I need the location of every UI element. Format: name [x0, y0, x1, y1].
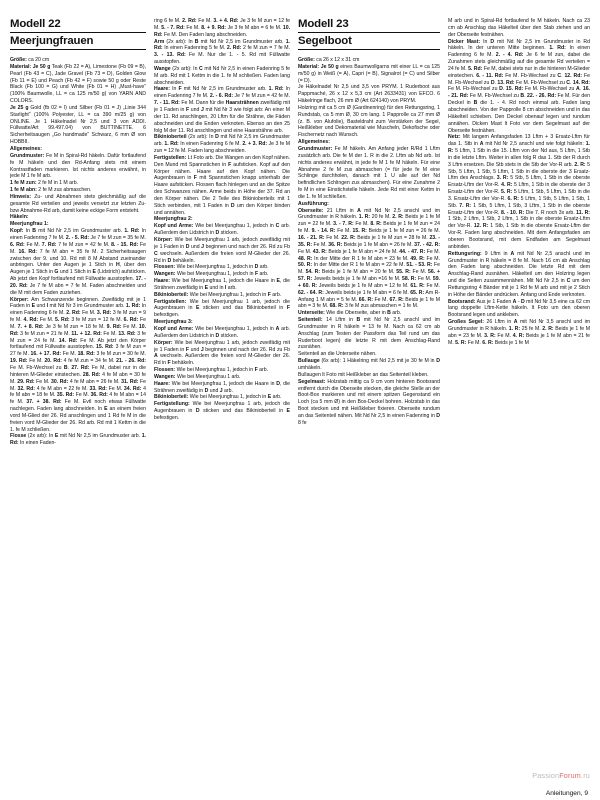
- pattern-paragraph: [154, 319, 290, 326]
- pattern-paragraph: Bikinioberteil: Wie bei Meerjungfrau 1, jedoch in E arb.: [154, 394, 282, 401]
- pattern-paragraph: Kopf und Arme: Wie bei Meerjungfrau 1, jedoch in C arb. Außerdem den Lidstrich in D sticken.: [154, 223, 290, 237]
- paragraph-heading: Größe:: [10, 57, 27, 64]
- pattern-paragraph: Körper: Am Schwanzende beginnen. Zweifädig mit je 1 Faden in E und I mit Nd Nr 3 im Grundmuster arb. 1. Rd: In einen Fadenring 6 fe M. 2. Rd: Fe M. 3. Rd: 3 fe M zun = 9 fe M. 4. Rd: Fe M. 5. Rd: 3 fe M zun = 12 fe M. 6. Rd: Fe M. 7. + 8. Rd: Je 3 fe M zun = 18 fe M. 9. Rd: Fe M. 10. Rd: 3 fe M zun = 21 fe M. 11. + 12. Rd: Fe M. 13. Rd: 3 fe M zun = 24 fe M. 14. Rd: Fe M. Ab jetzt den Körper fortlaufend mit Füllwatte ausstopfen. 15. Rd: 3 fe M zun = 27 fe M. 16. + 17. Rd: Fe M. 18. Rd: 3 fe M zun = 30 fe M. 19. Rd: Fe M. 20. Rd: 4 fe M zun = 34 fe M. 21. - 26. Rd: Fe M. Fb-Wechsel zu B. 27. Rd: Fe M, dabei nur in die hinteren M-Glieder einstechen. 28. Rd: 4 fe M abn = 30 fe M. 29. Rd: Fe M. 30. Rd: 4 fe M abn = 26 fe M. 31. Rd: Fe M. 32. Rd: 4 fe M abn = 22 fe M. 33. Rd: Fe M. 34. Rd: 4 fe M abn = 18 fe M. 35. Rd: Fe M. 36. Rd: 4 fe M abn = 14 fe M. 37. + 38. Rd: Fe M. Evtl noch etwas Füllwatte nachlegen. Faden lang abschneiden. In E an einem freien vord M-Glied der 26. Rd anschlingen und 1 Rd fe M in die freien vord M-Glieder der 26. Rd arb. Rd mit 1 Kettm in die 1. fe M schließen.: [10, 296, 146, 433]
- paragraph-heading: Kopf und Arme:: [154, 325, 194, 332]
- pattern-paragraph: Flosse (2x arb): In E mit Nd Nr 2,5 im Grundmuster arb. 1. Rd: In einen Faden-: [10, 433, 146, 447]
- pattern-paragraph: Haare: In F mit Nd Nr 2,5 im Grundmuster arb. 1. Rd: In einen Fadenring 7 fe M. 2. - 6. Rd: Je 7 fe M zun = 42 fe M. 7. - 11. Rd: Fe M. Dann für die Haarsträhnen zweifädig mit je 1 Faden in F und J mit Nd Nr 3 wie folgt arb: An einer M der 11. Rd anschlingen, 20 Lftm für die Strähne, die Fäden abschneiden und die Enden verknoten. Ebenso an den 25 folg M der 11. Rd anschlingen und eine Haarsträhne arb.: [154, 86, 290, 134]
- model-23-title: Modell 23: [298, 18, 440, 33]
- pattern-paragraph: Wange (2x arb): In C mit Nd Nr 2,5 in einen Fadenring 5 fe M arb. Rd mit 1 Kettm in die 1. fe M schließen. Faden lang abschneiden.: [154, 65, 290, 86]
- pattern-paragraph: Grundmuster: Fe M häkeln. Am Anfang jeder R/Rd 1 Lftm zusätzlich arb. Die fe M der 1. R in die 2. Lftm ab Nd arb. Ist nichts anderes erwähnt, in jede fe M 1 fe M häkeln. Für eine Abnahme 2 fe M zus abmaschen (= für jede fe M eine Schlinge durchholen, danach mit 1 U alle auf der Nd befindlichen Schlingen zus abmaschen). Für eine Zunahme 2 fe M in eine Einstichstelle häkeln. Jede Rd mit einer Kettm in die 1. fe M schließen.: [298, 146, 440, 200]
- paragraph-heading: Seitenteil:: [298, 317, 323, 324]
- paragraph-heading: Flossen:: [154, 367, 176, 374]
- paragraph-heading: Bikinioberteil: [154, 134, 187, 141]
- paragraph-heading: Fertigstellen:: [154, 298, 187, 305]
- pattern-paragraph: Bikinioberteil (2x arb): In D mit Nd Nr 2,5 im Grundmuster arb. 1. Rd: In einen Fadenring 6 fe M. 2. + 3. Rd: Je 3 fe M zun = 12 fe M. Faden lang abschneiden.: [154, 134, 290, 155]
- pattern-paragraph: Fertigstellung: Wie bei Meerjungfrau 1 arb, jedoch die Augenbrauen in D sticken und das Bikinioberteil in E befestigen.: [154, 401, 290, 421]
- paragraph-heading: Bikinioberteil:: [154, 394, 189, 401]
- pattern-paragraph: Kopf: In B mit Nd Nr 2,5 im Grundmuster arb. 1. Rd: In einen Fadenring 7 fe M. 2. - 5. Rd: Je 7 fe M zun = 35 fe M. 6. Rd: Fe M. 7. Rd: 7 fe M zun = 42 fe M. 8. - 15. Rd: Fe M. 16. Rd: 7 fe M abn = 35 fe M. 2 Sicherheitsaugen zwischen der 9. und 10. Rd mit 8 M Abstand zueinander anbringen. Unter den Augen je 1 Stich in H, über den Augen je 1 Stich in G und 1 Stich in E (Lidstrich) aufsticken. Ab jetzt den Kopf fortlaufend mit Füllwatte ausstopfen. 17. - 20. Rd: Je 7 fe M abn = 7 fe M. Faden abschneiden und die M mit dem Faden zuziehen.: [10, 228, 146, 296]
- pattern-paragraph: ring 6 fe M. 2. Rd: Fe M. 3. + 4. Rd: Je 3 fe M zun = 12 fe M. 5. - 7. Rd: Fe M. 8. + 9. Rd: Je 3 fe M abn = 6 fe M. 10. Rd: Fe M. Den Faden lang abschneiden.: [154, 18, 290, 38]
- pattern-paragraph: 1 fe M abn: 2 fe M zus abmaschen.: [10, 187, 92, 194]
- watermark-prefix: Passion: [532, 771, 560, 780]
- pattern-paragraph: Hinweis: Zu- und Abnahmen stets gleichmäßig auf die gesamte Rd verteilen und jeweils versetzt zur letzten Zu- bzw Abnahme-Rd arb, damit keine eckige Form entsteht.: [10, 193, 146, 214]
- paragraph-heading: Segelmast:: [298, 378, 326, 385]
- footer-page-number: 9: [584, 790, 588, 797]
- pattern-paragraph: [298, 201, 440, 208]
- paragraph-heading: Flosse: [10, 433, 27, 440]
- pattern-paragraph: Körper: Wie bei Meerjungfrau 1 arb, jedoch zweifädig mit je 1 Faden in F und J beginnen und nach der 26. Rd zu Fb A wechseln. Außerdem die freien vord M-Glieder der 26. Rd in F behäkeln.: [154, 339, 290, 367]
- pattern-paragraph: Bullauge (6x arb): 1 Häkelring mit Nd 2,5 mit je 30 fe M in D umhäkeln.: [298, 358, 440, 371]
- paragraph-heading: Körper:: [154, 237, 173, 243]
- paragraph-heading: Material:: [10, 63, 32, 70]
- column-layout: [10, 18, 590, 776]
- paragraph-heading: Meerjungfrau 2:: [154, 216, 193, 223]
- paragraph-heading: Grundmuster:: [298, 146, 333, 152]
- pattern-paragraph: [298, 139, 440, 146]
- paragraph-heading: Wangen:: [154, 373, 176, 380]
- model-22-title: Modell 22: [10, 18, 146, 33]
- paragraph-heading: Haare:: [154, 380, 171, 387]
- pattern-paragraph: Bikinioberteil: Wie bei Meerjungfrau 1, jedoch in F arb.: [154, 291, 282, 298]
- paragraph-heading: Körper:: [154, 339, 173, 346]
- column-2: [154, 18, 290, 776]
- paragraph-heading: Kopf:: [10, 228, 24, 235]
- footer-section-name: Anleitungen: [545, 790, 581, 797]
- footer-label: Anleitungen, 9: [545, 790, 588, 797]
- paragraph-heading: Dicker Mast:: [448, 38, 481, 45]
- pattern-paragraph: Material: Je 50 g Teak (Fb 22 = A), Limestone (Fb 09 = B), Pearl (Fb 43 = C), Jade Gravel (Fb 73 = D), Golden Glow (Fb 11 = E) und Peach (Fb 42 = F) sowie 50 g oder Reste Black (Fb 100 = G) und White (Fb 01 = H) „Must-have“ (100% Baumwolle, LL = ca 125 m/50 g) von YARN AND COLORS.: [10, 63, 146, 105]
- model-22-body: [10, 57, 146, 447]
- paragraph-heading: Ausführung:: [298, 200, 329, 207]
- pattern-paragraph: Grundmuster: Fe M in Spiral-Rd häkeln. Dafür fortlaufend fe M häkeln und den Rd-Anfang stets mit einem Kontrastfaden markieren. Ist nichts anderes erwähnt, in jede M 1 fe M arb.: [10, 152, 146, 180]
- pattern-paragraph: Oberseite: 21 Lftm in A mit Nd Nr 2,5 anschl und im Grundmuster in R häkeln. 1. R: 20 fe M. 2. R: Beids je 1 fe M zun = 22 fe M. 3. - 7. R: Fe M. 8. R: Beids je 1 fe M zun = 24 fe M. 9. - 14. R: Fe M. 15. R: Beids je 1 fe M zun = 26 fe M. 16. - 21. R: Fe M. 22. R: Beids je 1 fe M zun = 28 fe M. 23. - 35. R: Fe M. 36. R: Beids je 1 fe M abn = 26 fe M. 37. - 42. R: Fe M. 43. R: Beids je 1 fe M abn = 24 fe M. 44. - 47. R: Fe M. 48. R: In der Mitte der R 1 fe M abn = 23 fe M. 49. R: Fe M. 50. R: In der Mitte der R 1 fe M abn = 22 fe M. 51. - 53. R: Fe M. 54. R: Beids je 1 fe M abn = 20 fe M. 55. R: Fe M. 56. + 57. R: Jeweils beids je 1 fe M abn =16 fe M. 58. R: Fe M. 59. + 60. R: Jeweils beids je 1 fe M abn = 12 fe M. 61. R: Fe M. 62. - 64. R: Jeweils beids je 1 fe M abn = 6 fe M. 65. R: Am R-Anfang 1 M abn = 5 fe M. 66. R: Fe M. 67. R: Beids je 1 fe M abn = 3 fe M. 68. R: 3 fe M zus abmaschen = 1 fe M.: [298, 207, 440, 310]
- pattern-paragraph: M arb und in Spiral-Rd fortlaufend fe M häkeln. Nach ca 23 cm ab Anschlag das Häkelteil über den Stab ziehen und an der Oberseite festnähen.: [448, 18, 590, 38]
- pattern-paragraph: Größe: ca 20 cm: [10, 57, 50, 64]
- paragraph-heading: Häkeln:: [10, 214, 29, 221]
- page-footer: [0, 782, 600, 800]
- pattern-paragraph: [10, 214, 146, 221]
- pattern-paragraph: [10, 221, 146, 228]
- pattern-paragraph: Größe: ca 26 x 12 x 31 cm: [298, 57, 360, 64]
- column-4-body: [448, 18, 590, 347]
- paragraph-heading: Meerjungfrau 3:: [154, 319, 193, 326]
- pattern-paragraph: Netz: Mit langem Anfangsfaden 13 Lftm + 3 Ersatz-Lftm für das 1. Stb in A mit Nd Nr 2,5 anschl und wie folgt häkeln: 1. R: 5 Lftm, 1 Stb in die 15. Lftm von der Nd aus, 5 Lftm, 1 Stb in die letzte Lftm. Weiter in allen folg R das 1. Stb der R durch 3 Lftm ersetzen. Die Stb stets in die Stb der Vor-R arb. 2. R: 5 Stb, 5 Lftm, 1 Stb, 5 Lftm, 1 Stb in die oberste der 3 Ersatz-Lftm des Anschlags. 3. R: 5 Stb, 5 Lftm, 1 Stb in die oberste Ersatz-Lftm der Vor-R. 4. R: 5 Lftm, 1 Stb in die oberste der 3 Ersatz-Lftm der Vor-R. 5. R: 5 Lftm, 1 Stb, 5 Lftm, 1 Stb in die 3. Ersatz-Lftm der Vor-R. 6. R: 5 Lftm, 1 Stb, 5 Lftm, 1 Stb, 1 Stb. 7. R: 1 Stb, 5 Lftm, 1 Stb, 3 Lftm, 1 Stb in die oberste Ersatz-Lftm der Vor-R. 8. - 10. R: Die 7. R noch 3x arb. 11. R: 1 Stb, 2 Lftm, 1 Stb, 2 Lftm, 1 Stb in die oberste Ersatz-Lftm der Vor-R. 12. R: 1 Stb, 1 Stb in die oberste Ersatz-Lftm der Vor-R. Faden lang abschneiden. Mit dem Anfangsfaden am oberen Bootsrand, mit dem Endfaden am Segelmast anbinden.: [448, 134, 590, 250]
- paragraph-heading: Körper:: [10, 296, 29, 303]
- paragraph-heading: Allgemeines:: [298, 139, 330, 146]
- paragraph-heading: Bootsrand:: [448, 298, 476, 305]
- paragraph-heading: Wange: [154, 65, 171, 72]
- pattern-paragraph: Je 25 g Gold (fb 02 = I) und Silber (Fb 01 = J) „Linie 344 Starlight“ (100% Polyester, LL = ca 390 m/25 g) von ONLINE. Je 1 Häkelnadel Nr 2,5 und 3 von ADDI. Füllwatte/Art 99.497.04) von BUTTINETTE. 6 Sicherheitsaugen „Go handmade“ Schwarz, 6 mm Ø von HOBBII.: [10, 104, 146, 146]
- pattern-paragraph: Seitenteil: 14 Lftm in B mit Nd Nr 2,5 anschl und im Grundmuster in R häkeln = 13 fe M. Nach ca 62 cm ab Anschlag (zum Testen der Passform das Teil rund um das Ruderboot legen) die letzte R mit dem Anschlag-Rand zusnähen.: [298, 317, 440, 351]
- model-23-body: [298, 57, 440, 427]
- pattern-paragraph: Fertigstellen: Lt Foto arb. Die Wangen an den Kopf nähen. Den Mund mit Spannstichen in F aufsticken. Kopf auf den Körper nähen. Haare auf den Kopf nähen. Die Augenbrauen in F mit Spannstichen knapp unterhalb der Haare aufsticken. Flossen flach hinlegen und an die Spitze des Schwanzes nähen. Arme beids in Höhe der 37. Rd an den Körper nähen. Die 2 Teile des Bikinioberteils mit 1 Stich verbinden, mit 1 Faden in D um den Körper binden und annähen.: [154, 154, 290, 216]
- pattern-paragraph: Segelmast: Holzstab mittig ca 9 cm vom hinteren Bootsrand entfernt durch die Oberseite stecken, die gleiche Stelle an der Boot-Box markieren und mit einem spitzen Gegenstand ein Loch (ca 5 mm Ø) in den Box-Deckel bohren. Holzstab in das Boot stecken und mit Heißkleber fixieren. Oberseite rundum an das Seitenteil nähen. Mit Nd Nr 2,5 in einen Fadenring in D 8 fe: [298, 378, 440, 426]
- paragraph-heading: Oberseite:: [298, 207, 324, 214]
- pattern-paragraph: Wangen: Wie bei Meerjungfrau 1 arb.: [154, 373, 241, 380]
- paragraph-heading: Fertigstellung:: [154, 401, 190, 408]
- pattern-paragraph: Rettungsring: 9 Lftm in A mit Nd Nr 2,5 anschl und im Grundmuster in R häkeln = 8 fe M. Nach 16 cm ab Anschlag den Faden lang abschneiden. Die letzte Rd mit dem Anschlag-Rand zusnähen. Häkelteil um den Holzring legen und die Seiten zusammennähen. Mit Nd Nr 2,5 in C um den Rettungsring 4 Bänder mit je 1 Rd fe M arb und mit je 2 Stich in Höhe der Bänder andrücken. Anfang und Ende verknoten.: [448, 250, 590, 298]
- paragraph-heading: Fertigstellen:: [154, 154, 187, 161]
- paragraph-heading: Großes Segel:: [448, 319, 484, 326]
- pattern-paragraph: Bootsrand: Aus je 1 Faden A - D mit Nd Nr 3,5 eine ca 62 cm lang doppelte Lftm-Kette häkeln. lt Foto um den oberen Bootsrand legen und ankleben.: [448, 298, 590, 319]
- column-4: [448, 18, 590, 776]
- pattern-paragraph: Fertigstellen: Wie bei Meerjungfrau 1 arb, jedoch die Augenbrauen in E sticken und das Bikinioberteil in F befestigen.: [154, 298, 290, 319]
- pattern-paragraph: 1 fe M zun: 2 fe M in 1 M arb.: [10, 180, 78, 187]
- pattern-paragraph: [10, 146, 146, 153]
- watermark-accent: Forum: [559, 771, 581, 780]
- paragraph-heading: Kopf und Arme:: [154, 223, 194, 230]
- pattern-paragraph: Flossen: Wie bei Meerjungfrau 1, jedoch in D arb.: [154, 264, 269, 271]
- watermark-suffix: .ru: [581, 771, 590, 780]
- pattern-paragraph: Wangen: Wie bei Meerjungfrau 1, jedoch in F arb.: [154, 271, 269, 278]
- pattern-paragraph: Körper: Wie bei Meerjungfrau 1 arb, jedoch zweifädig mit je 1 Faden in D und J beginnen und nach der 26. Rd zu Fb C wechseln. Außerdem die freien vord M-Glieder der 26. Rd in D behäkeln.: [154, 237, 290, 264]
- column-2-body: [154, 18, 290, 422]
- paragraph-heading: Material:: [298, 63, 320, 70]
- paragraph-heading: Allgemeines:: [10, 146, 42, 152]
- paragraph-heading: Bikinioberteil:: [154, 291, 189, 298]
- paragraph-heading: Haare:: [154, 278, 171, 285]
- pattern-paragraph: Seitenteil an die Unterseite nähen.: [298, 351, 377, 358]
- paragraph-heading: Arm: [154, 38, 165, 45]
- pattern-paragraph: Unterseite: Wie die Oberseite, aber in B arb.: [298, 310, 402, 317]
- paragraph-heading: Netz:: [448, 134, 461, 141]
- paragraph-heading: Größe:: [298, 57, 315, 64]
- model-23-subtitle: Segelboot: [298, 35, 440, 50]
- paragraph-heading: Meerjungfrau 1:: [10, 221, 49, 228]
- pattern-paragraph: Bullaugen lt Foto mit Heißkleber an das Seitenteil kleben.: [298, 371, 429, 378]
- paragraph-heading: Bullauge: [298, 358, 320, 365]
- pattern-paragraph: Kopf und Arme: Wie bei Meerjungfrau 1, jedoch in A arb. Außerdem den Lidstrich in D sticken.: [154, 325, 290, 339]
- paragraph-heading: Grundmuster:: [10, 152, 45, 159]
- pattern-paragraph: Je Häkelnadel Nr 2,5 und 3,5 von PRYM. 1 Ruderboot aus Pappmaché, 26 x 12 x 5,3 cm (Art 2633431) von EFCO. 6 Häkelringe flach, 26 mm Ø (Art 624140) von PRYM.: [298, 84, 440, 105]
- pattern-paragraph: [154, 216, 290, 223]
- paragraph-heading: Hinweis:: [10, 193, 32, 200]
- paragraph-heading: Unterseite:: [298, 310, 325, 317]
- pattern-paragraph: Haare: Wie bei Meerjungfrau 1, jedoch die Haare in D, die Strähnen zweifädig in D und J arb.: [154, 380, 290, 394]
- pattern-paragraph: Dicker Mast: In D mit Nd Nr 2,5 im Grundmuster in Rd häkeln. In der unteren Mitte beginnen. 1. Rd: In einen Fadenring 6 fe M. 2. - 4. Rd: Je 6 fe M zun, dabei die Zunahmen stets gleichmäßig auf die gesamte Rd verteilen = 24 fe M. 5. Rd: Fe M, dabei stets nur in die hinteren M-Glieder einstechen. 6. - 11. Rd: Fe M. Fb-Wechsel zu C. 12. Rd: Fe M. Fb-Wechsel zu D. 13. Rd: Fe M. Fb-Wechsel zu C. 14. Rd: Fe M. Fb-Wechsel zu D. 15. Rd: Fe M. Fb-Wechsel zu A. 16. - 21. Rd: Fe M. Fb-Wechsel zu B. 22. - 26. Rd: Fe M. Für den Deckel in B die 1. - 4. Rd noch einmal arb. Faden lang abschneiden. Von der Papprolle 8 cm abschneiden und in das Häkelteil schieben. Den Deckel obenauf legen und rundum annähen. Dicken Mast lt Foto vor dem Segelmast auf der Oberseite festnähen.: [448, 38, 590, 134]
- column-1: [10, 18, 146, 776]
- column-3: [298, 18, 440, 776]
- watermark: [532, 771, 590, 780]
- pattern-paragraph: Material: Je 50 g eines Baumwollgarns mit einer LL = ca 125 m/50 g) in Weiß (= A), Capri (= B), Signalrot (= C) und Silber (= D).: [298, 63, 440, 84]
- pattern-paragraph: Arm (2x arb): In B mit Nd Nr 2,5 im Grundmuster arb. 1. Rd: In einen Fadenring 5 fe M. 2. Rd: 2 fe M zun = 7 fe M. 3. - 13. Rd: Fe M. Nur die 1. - 5. Rd mit Füllwatte ausstopfen.: [154, 38, 290, 66]
- model-22-subtitle: Meerjungfrauen: [10, 35, 146, 50]
- pattern-paragraph: Haare: Wie bei Meerjungfrau 1, jedoch die Haare in E, die Strähnen zweifädig in E und in I arb.: [154, 278, 290, 291]
- pattern-paragraph: Flossen: Wie bei Meerjungfrau 1, jedoch in F arb.: [154, 367, 269, 374]
- paragraph-heading: Wangen:: [154, 271, 176, 278]
- pattern-paragraph: Holzring mit ca 5 cm Ø (Gardinenring) für den Rettungsring, 1 Rundstab, ca 5 mm Ø, 30 cm lang. 1 Papprolle ca 27 mm Ø (z. B. von Alufolie), Basteldraht zum Verstärken der Segel, Heißkleber und Dekomaterial wie Muscheln, Dekofische oder Fischernetz nach Wunsch.: [298, 104, 440, 139]
- paragraph-heading: Haare:: [154, 86, 171, 93]
- paragraph-heading: Rettungsring:: [448, 250, 482, 257]
- pattern-paragraph: Großes Segel: 26 Lftm in A mit Nd Nr 3,5 anschl und im Grundmuster in R häkeln. 1. R: 25 fe M. 2. R: Beids je 1 fe M abn = 23 fe M. 3. R: Fe M. 4. R: Beids je 1 fe M abn = 21 fe M. 5. R: Fe M. 6. R: Beids je 1 fe M: [448, 319, 590, 346]
- paragraph-heading: Flossen:: [154, 264, 176, 271]
